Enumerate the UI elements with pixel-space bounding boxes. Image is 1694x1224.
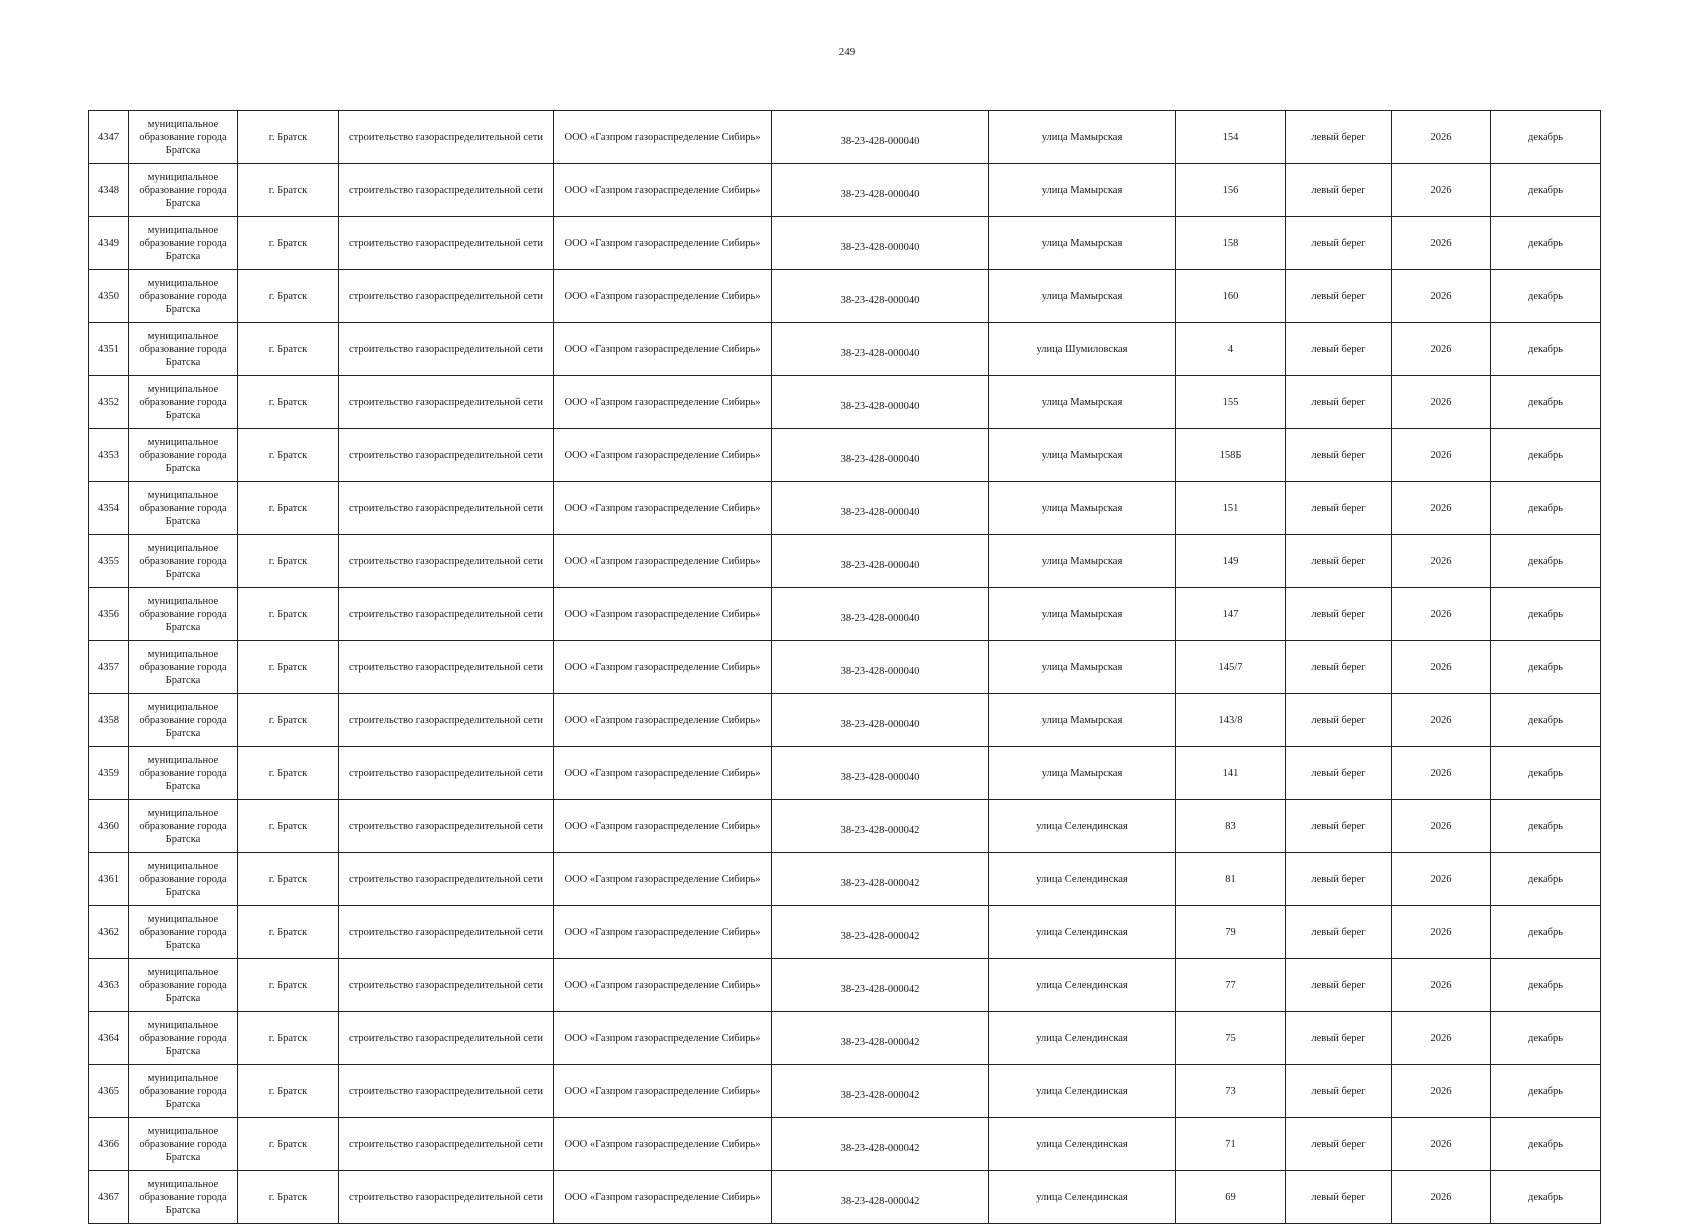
organization-cell: ООО «Газпром газораспределение Сибирь» bbox=[554, 1065, 772, 1118]
work-type-cell: строительство газораспределительной сети bbox=[339, 906, 554, 959]
organization-cell: ООО «Газпром газораспределение Сибирь» bbox=[554, 164, 772, 217]
row-number-cell: 4363 bbox=[89, 959, 129, 1012]
program-code-cell: 38-23-428-000040 bbox=[772, 111, 989, 164]
work-type-cell: строительство газораспределительной сети bbox=[339, 694, 554, 747]
year-cell: 2026 bbox=[1392, 959, 1491, 1012]
year-cell: 2026 bbox=[1392, 800, 1491, 853]
row-number-cell: 4365 bbox=[89, 1065, 129, 1118]
work-type-cell: строительство газораспределительной сети bbox=[339, 270, 554, 323]
data-table bbox=[88, 110, 1601, 1224]
street-cell: улица Мамырская bbox=[989, 588, 1176, 641]
organization-cell: ООО «Газпром газораспределение Сибирь» bbox=[554, 429, 772, 482]
work-type-cell: строительство газораспределительной сети bbox=[339, 429, 554, 482]
organization-cell: ООО «Газпром газораспределение Сибирь» bbox=[554, 853, 772, 906]
month-cell: декабрь bbox=[1491, 376, 1601, 429]
organization-cell: ООО «Газпром газораспределение Сибирь» bbox=[554, 1118, 772, 1171]
municipality-cell: муниципальное образование города Братска bbox=[129, 482, 238, 535]
house-number-cell: 81 bbox=[1176, 853, 1286, 906]
row-number-cell: 4358 bbox=[89, 694, 129, 747]
year-cell: 2026 bbox=[1392, 694, 1491, 747]
street-cell: улица Мамырская bbox=[989, 694, 1176, 747]
row-number-cell: 4347 bbox=[89, 111, 129, 164]
work-type-cell: строительство газораспределительной сети bbox=[339, 959, 554, 1012]
program-code-cell: 38-23-428-000040 bbox=[772, 641, 989, 694]
city-cell: г. Братск bbox=[238, 800, 339, 853]
work-type-cell: строительство газораспределительной сети bbox=[339, 482, 554, 535]
city-area-cell: левый берег bbox=[1286, 641, 1392, 694]
house-number-cell: 151 bbox=[1176, 482, 1286, 535]
year-cell: 2026 bbox=[1392, 535, 1491, 588]
row-number-cell: 4349 bbox=[89, 217, 129, 270]
year-cell: 2026 bbox=[1392, 747, 1491, 800]
house-number-cell: 158 bbox=[1176, 217, 1286, 270]
program-code-cell: 38-23-428-000042 bbox=[772, 1065, 989, 1118]
city-cell: г. Братск bbox=[238, 270, 339, 323]
street-cell: улица Мамырская bbox=[989, 535, 1176, 588]
month-cell: декабрь bbox=[1491, 270, 1601, 323]
row-number-cell: 4355 bbox=[89, 535, 129, 588]
city-area-cell: левый берег bbox=[1286, 800, 1392, 853]
year-cell: 2026 bbox=[1392, 853, 1491, 906]
table-row bbox=[89, 641, 1601, 694]
row-number-cell: 4350 bbox=[89, 270, 129, 323]
city-area-cell: левый берег bbox=[1286, 217, 1392, 270]
house-number-cell: 143/8 bbox=[1176, 694, 1286, 747]
municipality-cell: муниципальное образование города Братска bbox=[129, 747, 238, 800]
program-code-cell: 38-23-428-000040 bbox=[772, 270, 989, 323]
organization-cell: ООО «Газпром газораспределение Сибирь» bbox=[554, 111, 772, 164]
table-row bbox=[89, 376, 1601, 429]
year-cell: 2026 bbox=[1392, 641, 1491, 694]
city-cell: г. Братск bbox=[238, 853, 339, 906]
municipality-cell: муниципальное образование города Братска bbox=[129, 906, 238, 959]
program-code-cell: 38-23-428-000040 bbox=[772, 164, 989, 217]
work-type-cell: строительство газораспределительной сети bbox=[339, 1118, 554, 1171]
city-cell: г. Братск bbox=[238, 323, 339, 376]
street-cell: улица Селендинская bbox=[989, 800, 1176, 853]
program-code-cell: 38-23-428-000042 bbox=[772, 1012, 989, 1065]
month-cell: декабрь bbox=[1491, 747, 1601, 800]
row-number-cell: 4354 bbox=[89, 482, 129, 535]
table-row bbox=[89, 694, 1601, 747]
municipality-cell: муниципальное образование города Братска bbox=[129, 429, 238, 482]
program-code-cell: 38-23-428-000042 bbox=[772, 906, 989, 959]
city-cell: г. Братск bbox=[238, 1171, 339, 1224]
city-area-cell: левый берег bbox=[1286, 1012, 1392, 1065]
year-cell: 2026 bbox=[1392, 111, 1491, 164]
table-row bbox=[89, 1171, 1601, 1224]
month-cell: декабрь bbox=[1491, 1065, 1601, 1118]
municipality-cell: муниципальное образование города Братска bbox=[129, 111, 238, 164]
city-cell: г. Братск bbox=[238, 959, 339, 1012]
work-type-cell: строительство газораспределительной сети bbox=[339, 323, 554, 376]
street-cell: улица Мамырская bbox=[989, 482, 1176, 535]
year-cell: 2026 bbox=[1392, 323, 1491, 376]
city-cell: г. Братск bbox=[238, 641, 339, 694]
street-cell: улица Мамырская bbox=[989, 641, 1176, 694]
city-area-cell: левый берег bbox=[1286, 959, 1392, 1012]
street-cell: улица Селендинская bbox=[989, 1065, 1176, 1118]
organization-cell: ООО «Газпром газораспределение Сибирь» bbox=[554, 1012, 772, 1065]
organization-cell: ООО «Газпром газораспределение Сибирь» bbox=[554, 376, 772, 429]
table-row bbox=[89, 1012, 1601, 1065]
house-number-cell: 156 bbox=[1176, 164, 1286, 217]
house-number-cell: 158Б bbox=[1176, 429, 1286, 482]
table-row bbox=[89, 535, 1601, 588]
city-area-cell: левый берег bbox=[1286, 164, 1392, 217]
house-number-cell: 4 bbox=[1176, 323, 1286, 376]
organization-cell: ООО «Газпром газораспределение Сибирь» bbox=[554, 959, 772, 1012]
month-cell: декабрь bbox=[1491, 800, 1601, 853]
city-area-cell: левый берег bbox=[1286, 853, 1392, 906]
city-area-cell: левый берег bbox=[1286, 482, 1392, 535]
program-code-cell: 38-23-428-000042 bbox=[772, 800, 989, 853]
year-cell: 2026 bbox=[1392, 1065, 1491, 1118]
program-code-cell: 38-23-428-000040 bbox=[772, 429, 989, 482]
municipality-cell: муниципальное образование города Братска bbox=[129, 641, 238, 694]
work-type-cell: строительство газораспределительной сети bbox=[339, 1012, 554, 1065]
city-cell: г. Братск bbox=[238, 429, 339, 482]
house-number-cell: 160 bbox=[1176, 270, 1286, 323]
street-cell: улица Селендинская bbox=[989, 1012, 1176, 1065]
table-row bbox=[89, 323, 1601, 376]
city-cell: г. Братск bbox=[238, 588, 339, 641]
row-number-cell: 4362 bbox=[89, 906, 129, 959]
page-number: 249 bbox=[838, 46, 856, 58]
table-row bbox=[89, 906, 1601, 959]
city-area-cell: левый берег bbox=[1286, 270, 1392, 323]
street-cell: улица Селендинская bbox=[989, 959, 1176, 1012]
municipality-cell: муниципальное образование города Братска bbox=[129, 376, 238, 429]
organization-cell: ООО «Газпром газораспределение Сибирь» bbox=[554, 482, 772, 535]
program-code-cell: 38-23-428-000042 bbox=[772, 853, 989, 906]
city-cell: г. Братск bbox=[238, 111, 339, 164]
table-row bbox=[89, 270, 1601, 323]
city-cell: г. Братск bbox=[238, 535, 339, 588]
house-number-cell: 154 bbox=[1176, 111, 1286, 164]
program-code-cell: 38-23-428-000040 bbox=[772, 217, 989, 270]
organization-cell: ООО «Газпром газораспределение Сибирь» bbox=[554, 535, 772, 588]
table-row bbox=[89, 853, 1601, 906]
municipality-cell: муниципальное образование города Братска bbox=[129, 217, 238, 270]
year-cell: 2026 bbox=[1392, 482, 1491, 535]
year-cell: 2026 bbox=[1392, 906, 1491, 959]
year-cell: 2026 bbox=[1392, 429, 1491, 482]
municipality-cell: муниципальное образование города Братска bbox=[129, 959, 238, 1012]
month-cell: декабрь bbox=[1491, 535, 1601, 588]
month-cell: декабрь bbox=[1491, 1118, 1601, 1171]
month-cell: декабрь bbox=[1491, 694, 1601, 747]
table-row bbox=[89, 164, 1601, 217]
city-area-cell: левый берег bbox=[1286, 376, 1392, 429]
city-cell: г. Братск bbox=[238, 694, 339, 747]
program-code-cell: 38-23-428-000040 bbox=[772, 376, 989, 429]
street-cell: улица Селендинская bbox=[989, 1118, 1176, 1171]
table-row bbox=[89, 747, 1601, 800]
work-type-cell: строительство газораспределительной сети bbox=[339, 376, 554, 429]
city-area-cell: левый берег bbox=[1286, 906, 1392, 959]
house-number-cell: 147 bbox=[1176, 588, 1286, 641]
row-number-cell: 4351 bbox=[89, 323, 129, 376]
program-code-cell: 38-23-428-000042 bbox=[772, 1171, 989, 1224]
street-cell: улица Мамырская bbox=[989, 270, 1176, 323]
year-cell: 2026 bbox=[1392, 270, 1491, 323]
program-code-cell: 38-23-428-000042 bbox=[772, 959, 989, 1012]
street-cell: улица Селендинская bbox=[989, 1171, 1176, 1224]
year-cell: 2026 bbox=[1392, 217, 1491, 270]
table-row bbox=[89, 959, 1601, 1012]
street-cell: улица Мамырская bbox=[989, 217, 1176, 270]
year-cell: 2026 bbox=[1392, 1012, 1491, 1065]
city-area-cell: левый берег bbox=[1286, 1171, 1392, 1224]
municipality-cell: муниципальное образование города Братска bbox=[129, 694, 238, 747]
city-area-cell: левый берег bbox=[1286, 588, 1392, 641]
street-cell: улица Мамырская bbox=[989, 164, 1176, 217]
work-type-cell: строительство газораспределительной сети bbox=[339, 853, 554, 906]
month-cell: декабрь bbox=[1491, 482, 1601, 535]
row-number-cell: 4364 bbox=[89, 1012, 129, 1065]
row-number-cell: 4353 bbox=[89, 429, 129, 482]
program-code-cell: 38-23-428-000040 bbox=[772, 323, 989, 376]
house-number-cell: 155 bbox=[1176, 376, 1286, 429]
city-cell: г. Братск bbox=[238, 376, 339, 429]
municipality-cell: муниципальное образование города Братска bbox=[129, 588, 238, 641]
work-type-cell: строительство газораспределительной сети bbox=[339, 1065, 554, 1118]
city-cell: г. Братск bbox=[238, 1118, 339, 1171]
month-cell: декабрь bbox=[1491, 429, 1601, 482]
table-row bbox=[89, 1118, 1601, 1171]
municipality-cell: муниципальное образование города Братска bbox=[129, 1171, 238, 1224]
city-cell: г. Братск bbox=[238, 906, 339, 959]
table-row bbox=[89, 111, 1601, 164]
city-area-cell: левый берег bbox=[1286, 1065, 1392, 1118]
work-type-cell: строительство газораспределительной сети bbox=[339, 111, 554, 164]
work-type-cell: строительство газораспределительной сети bbox=[339, 535, 554, 588]
organization-cell: ООО «Газпром газораспределение Сибирь» bbox=[554, 270, 772, 323]
municipality-cell: муниципальное образование города Братска bbox=[129, 1118, 238, 1171]
street-cell: улица Селендинская bbox=[989, 906, 1176, 959]
street-cell: улица Мамырская bbox=[989, 111, 1176, 164]
row-number-cell: 4357 bbox=[89, 641, 129, 694]
city-cell: г. Братск bbox=[238, 217, 339, 270]
year-cell: 2026 bbox=[1392, 164, 1491, 217]
program-code-cell: 38-23-428-000040 bbox=[772, 747, 989, 800]
row-number-cell: 4348 bbox=[89, 164, 129, 217]
organization-cell: ООО «Газпром газораспределение Сибирь» bbox=[554, 1171, 772, 1224]
city-cell: г. Братск bbox=[238, 482, 339, 535]
house-number-cell: 71 bbox=[1176, 1118, 1286, 1171]
house-number-cell: 69 bbox=[1176, 1171, 1286, 1224]
year-cell: 2026 bbox=[1392, 588, 1491, 641]
table-row bbox=[89, 217, 1601, 270]
city-cell: г. Братск bbox=[238, 164, 339, 217]
month-cell: декабрь bbox=[1491, 906, 1601, 959]
month-cell: декабрь bbox=[1491, 641, 1601, 694]
work-type-cell: строительство газораспределительной сети bbox=[339, 1171, 554, 1224]
house-number-cell: 73 bbox=[1176, 1065, 1286, 1118]
program-code-cell: 38-23-428-000040 bbox=[772, 694, 989, 747]
city-area-cell: левый берег bbox=[1286, 535, 1392, 588]
row-number-cell: 4356 bbox=[89, 588, 129, 641]
month-cell: декабрь bbox=[1491, 1171, 1601, 1224]
work-type-cell: строительство газораспределительной сети bbox=[339, 588, 554, 641]
table-row bbox=[89, 482, 1601, 535]
program-code-cell: 38-23-428-000042 bbox=[772, 1118, 989, 1171]
municipality-cell: муниципальное образование города Братска bbox=[129, 853, 238, 906]
street-cell: улица Селендинская bbox=[989, 853, 1176, 906]
organization-cell: ООО «Газпром газораспределение Сибирь» bbox=[554, 323, 772, 376]
street-cell: улица Шумиловская bbox=[989, 323, 1176, 376]
row-number-cell: 4360 bbox=[89, 800, 129, 853]
month-cell: декабрь bbox=[1491, 959, 1601, 1012]
house-number-cell: 141 bbox=[1176, 747, 1286, 800]
table-row bbox=[89, 429, 1601, 482]
house-number-cell: 149 bbox=[1176, 535, 1286, 588]
organization-cell: ООО «Газпром газораспределение Сибирь» bbox=[554, 800, 772, 853]
work-type-cell: строительство газораспределительной сети bbox=[339, 217, 554, 270]
work-type-cell: строительство газораспределительной сети bbox=[339, 164, 554, 217]
house-number-cell: 145/7 bbox=[1176, 641, 1286, 694]
organization-cell: ООО «Газпром газораспределение Сибирь» bbox=[554, 906, 772, 959]
organization-cell: ООО «Газпром газораспределение Сибирь» bbox=[554, 694, 772, 747]
city-area-cell: левый берег bbox=[1286, 323, 1392, 376]
year-cell: 2026 bbox=[1392, 1118, 1491, 1171]
work-type-cell: строительство газораспределительной сети bbox=[339, 800, 554, 853]
municipality-cell: муниципальное образование города Братска bbox=[129, 164, 238, 217]
row-number-cell: 4367 bbox=[89, 1171, 129, 1224]
table-row bbox=[89, 588, 1601, 641]
municipality-cell: муниципальное образование города Братска bbox=[129, 1012, 238, 1065]
organization-cell: ООО «Газпром газораспределение Сибирь» bbox=[554, 217, 772, 270]
street-cell: улица Мамырская bbox=[989, 429, 1176, 482]
row-number-cell: 4366 bbox=[89, 1118, 129, 1171]
row-number-cell: 4352 bbox=[89, 376, 129, 429]
city-area-cell: левый берег bbox=[1286, 429, 1392, 482]
row-number-cell: 4359 bbox=[89, 747, 129, 800]
municipality-cell: муниципальное образование города Братска bbox=[129, 535, 238, 588]
city-area-cell: левый берег bbox=[1286, 1118, 1392, 1171]
table-body bbox=[89, 111, 1601, 1224]
program-code-cell: 38-23-428-000040 bbox=[772, 482, 989, 535]
municipality-cell: муниципальное образование города Братска bbox=[129, 323, 238, 376]
house-number-cell: 75 bbox=[1176, 1012, 1286, 1065]
program-code-cell: 38-23-428-000040 bbox=[772, 588, 989, 641]
municipality-cell: муниципальное образование города Братска bbox=[129, 800, 238, 853]
month-cell: декабрь bbox=[1491, 1012, 1601, 1065]
city-cell: г. Братск bbox=[238, 1065, 339, 1118]
city-area-cell: левый берег bbox=[1286, 747, 1392, 800]
month-cell: декабрь bbox=[1491, 853, 1601, 906]
house-number-cell: 77 bbox=[1176, 959, 1286, 1012]
organization-cell: ООО «Газпром газораспределение Сибирь» bbox=[554, 747, 772, 800]
street-cell: улица Мамырская bbox=[989, 376, 1176, 429]
program-code-cell: 38-23-428-000040 bbox=[772, 535, 989, 588]
month-cell: декабрь bbox=[1491, 217, 1601, 270]
year-cell: 2026 bbox=[1392, 1171, 1491, 1224]
house-number-cell: 83 bbox=[1176, 800, 1286, 853]
city-area-cell: левый берег bbox=[1286, 694, 1392, 747]
table-row bbox=[89, 800, 1601, 853]
month-cell: декабрь bbox=[1491, 111, 1601, 164]
month-cell: декабрь bbox=[1491, 164, 1601, 217]
organization-cell: ООО «Газпром газораспределение Сибирь» bbox=[554, 641, 772, 694]
municipality-cell: муниципальное образование города Братска bbox=[129, 1065, 238, 1118]
month-cell: декабрь bbox=[1491, 588, 1601, 641]
municipality-cell: муниципальное образование города Братска bbox=[129, 270, 238, 323]
city-cell: г. Братск bbox=[238, 747, 339, 800]
month-cell: декабрь bbox=[1491, 323, 1601, 376]
work-type-cell: строительство газораспределительной сети bbox=[339, 641, 554, 694]
street-cell: улица Мамырская bbox=[989, 747, 1176, 800]
work-type-cell: строительство газораспределительной сети bbox=[339, 747, 554, 800]
organization-cell: ООО «Газпром газораспределение Сибирь» bbox=[554, 588, 772, 641]
house-number-cell: 79 bbox=[1176, 906, 1286, 959]
city-area-cell: левый берег bbox=[1286, 111, 1392, 164]
year-cell: 2026 bbox=[1392, 376, 1491, 429]
city-cell: г. Братск bbox=[238, 1012, 339, 1065]
row-number-cell: 4361 bbox=[89, 853, 129, 906]
table-row bbox=[89, 1065, 1601, 1118]
